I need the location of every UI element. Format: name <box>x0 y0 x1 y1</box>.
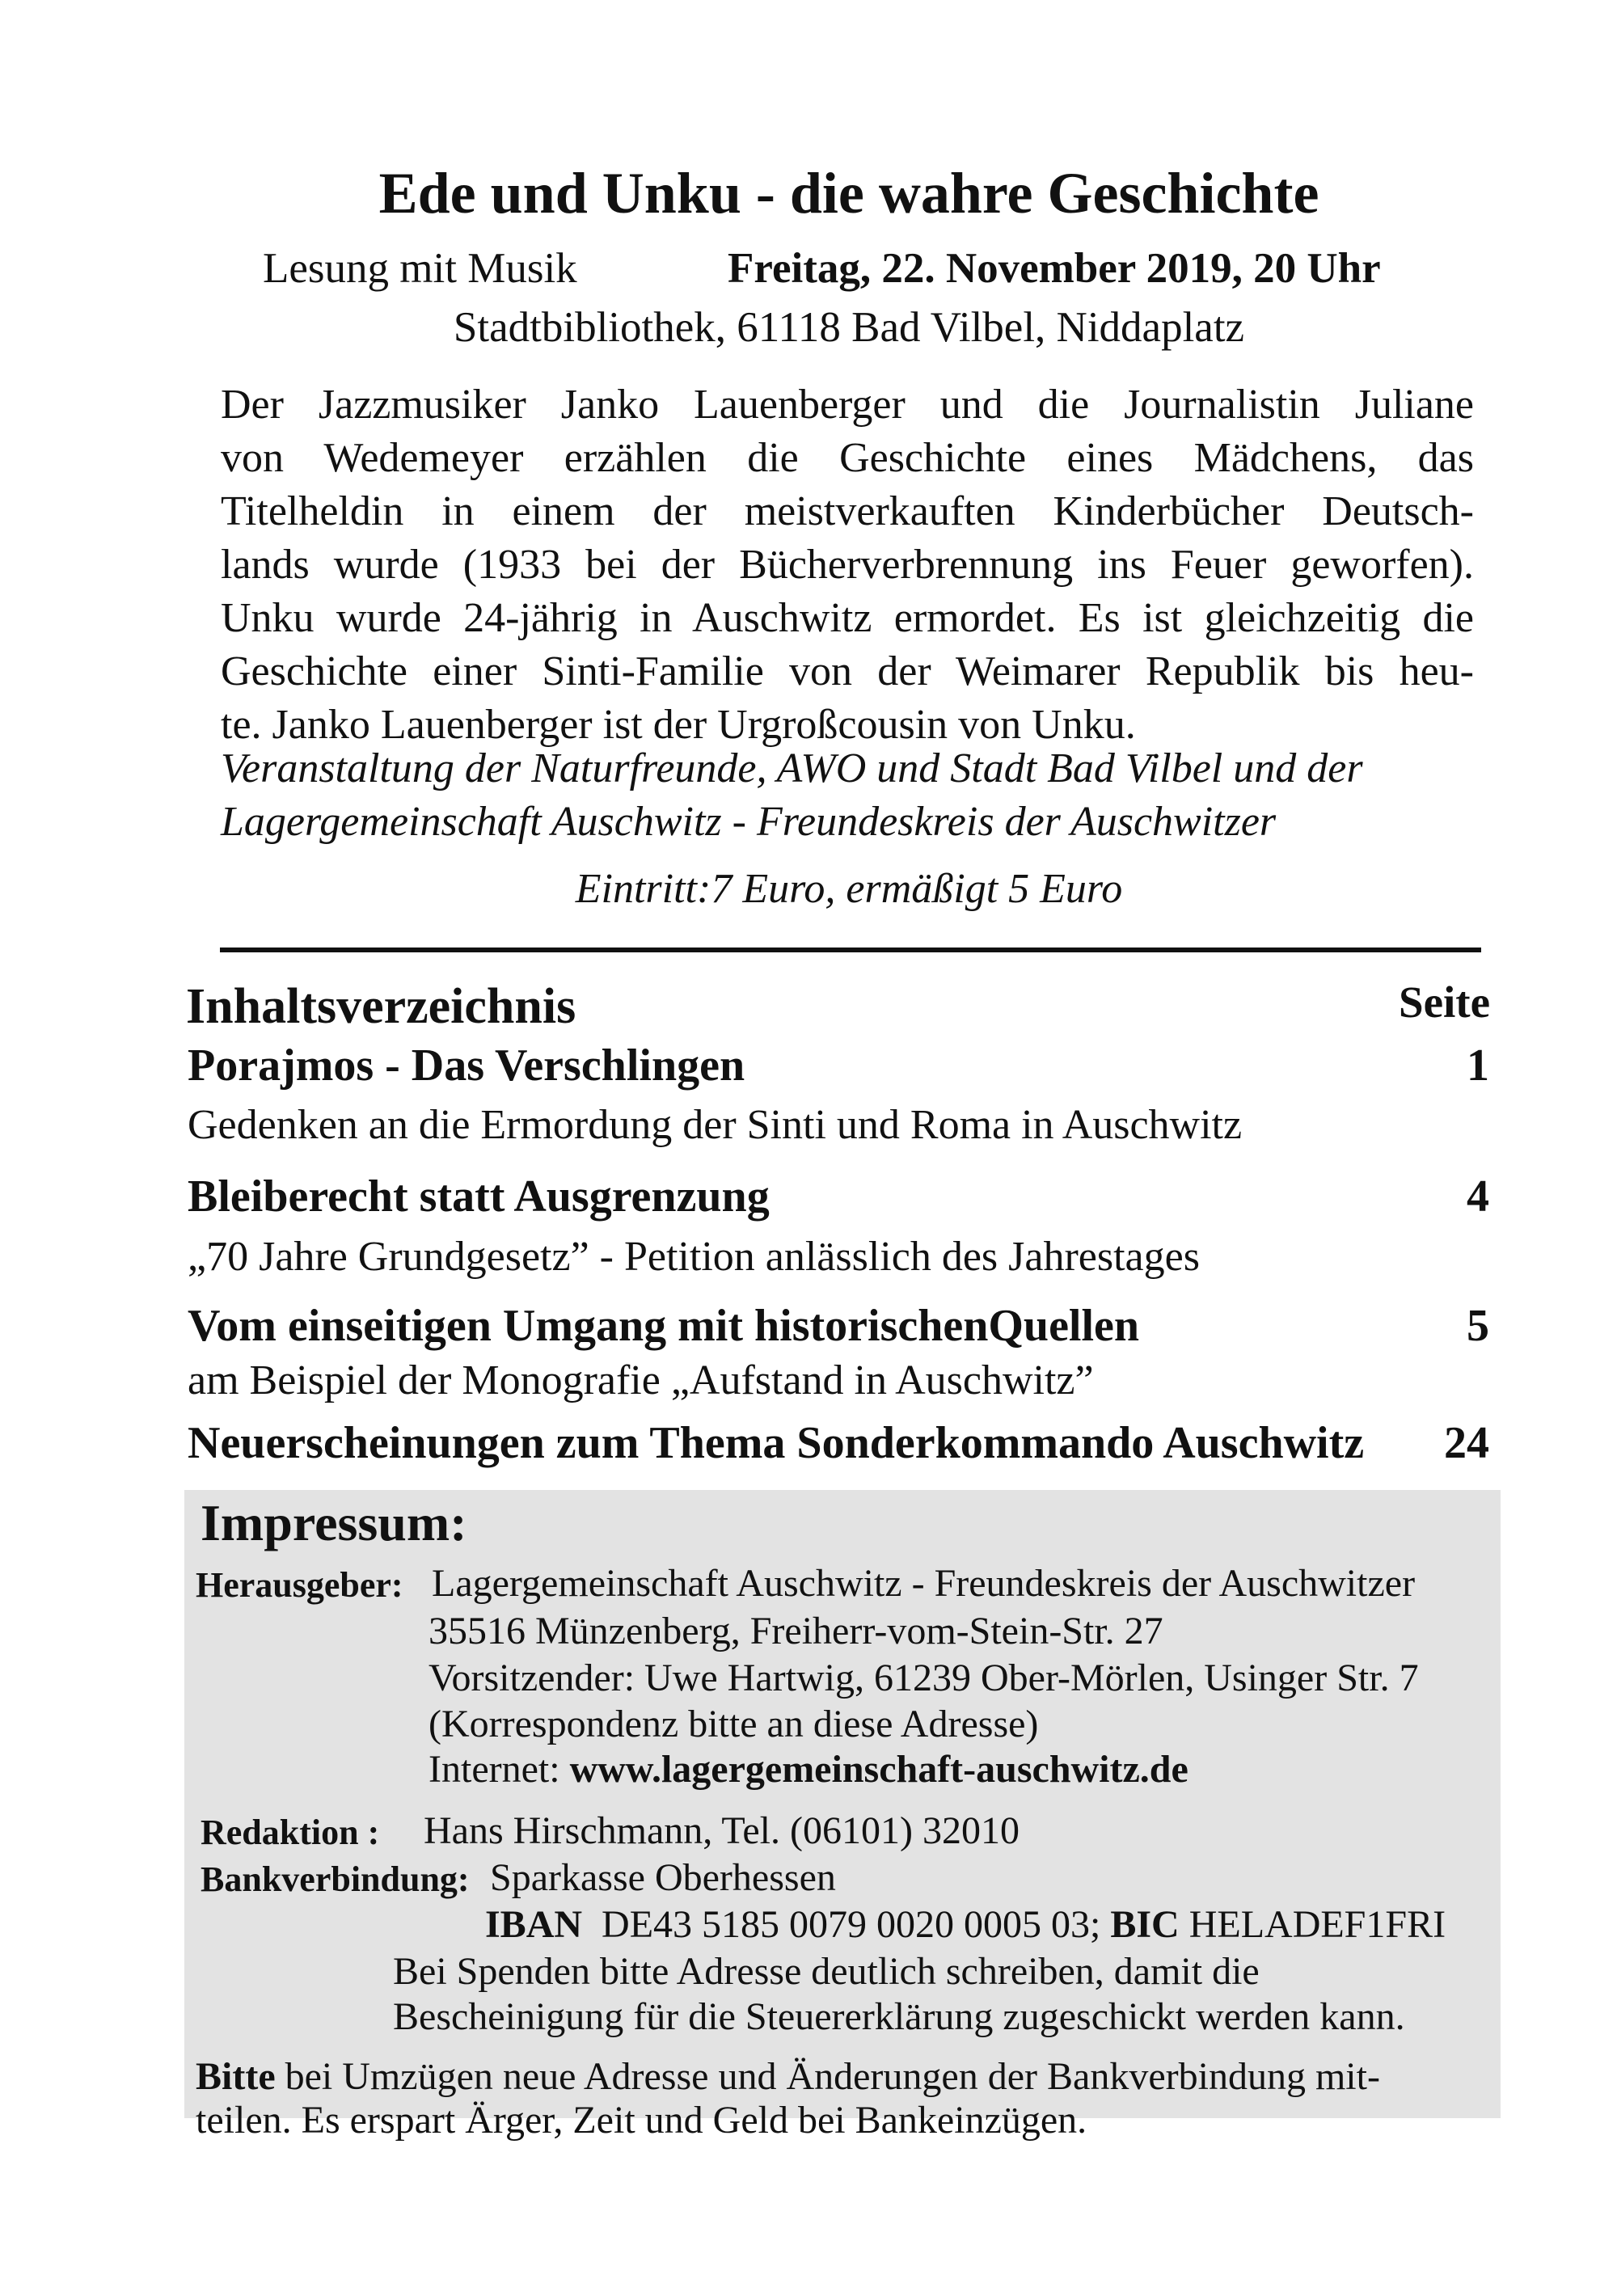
toc-entry-title: Bleiberecht statt Ausgrenzung <box>188 1171 770 1222</box>
editorial: Hans Hirschmann, Tel. (06101) 32010 <box>424 1809 1020 1852</box>
publisher-address: 35516 Münzenberg, Freiherr-vom-Stein-Str. 27 <box>429 1610 1163 1652</box>
description-line: lands wurde (1933 bei der Bücherverbrennung ins Feuer geworfen). <box>221 542 1474 588</box>
toc-entry-title: Vom einseitigen Umgang mit historischenQuellen <box>188 1301 1140 1351</box>
event-description <box>221 378 1474 752</box>
description-line: Der Jazzmusiker Janko Lauenberger und die Journalistin Juliane <box>221 382 1474 428</box>
description-line: Titelheldin in einem der meistverkauften Kinderbücher Deutsch- <box>221 488 1474 534</box>
notice-label: Bitte <box>196 2055 276 2098</box>
description-line: te. Janko Lauenberger ist der Urgroßcousin von Unku. <box>221 702 1136 748</box>
divider <box>220 948 1481 952</box>
description-line: von Wedemeyer erzählen die Geschichte eines Mädchens, das <box>221 435 1474 481</box>
editorial-label: Redaktion : <box>201 1813 380 1852</box>
impressum-heading: Impressum: <box>201 1494 467 1551</box>
bic-value: HELADEF1FRI <box>1188 1903 1446 1946</box>
organizer-line: Veranstaltung der Naturfreunde, AWO und Stadt Bad Vilbel und der <box>221 745 1363 791</box>
toc-entry-title: Porajmos - Das Verschlingen <box>188 1040 745 1091</box>
description-line: Geschichte einer Sinti-Familie von der Weimarer Republik bis heu- <box>221 648 1474 694</box>
publisher-label: Herausgeber: <box>196 1565 403 1605</box>
notice-line <box>196 2054 1380 2099</box>
description-line: Unku wurde 24-jährig in Auschwitz ermordet. Es ist gleichzeitig die <box>221 595 1474 641</box>
event-organizers <box>221 742 1474 849</box>
website-link[interactable]: www.lagergemeinschaft-auschwitz.de <box>569 1748 1188 1791</box>
bank-label: Bankverbindung: <box>201 1859 470 1899</box>
iban-label: IBAN <box>485 1903 583 1946</box>
toc-entry-subtitle: „70 Jahre Grundgesetz” - Petition anlässlich des Jahrestages <box>188 1234 1200 1280</box>
toc-entry-subtitle: Gedenken an die Ermordung der Sinti und Roma in Auschwitz <box>188 1102 1243 1148</box>
event-type: Lesung mit Musik <box>263 245 577 292</box>
toc-entry-subtitle: am Beispiel der Monografie „Aufstand in Auschwitz” <box>188 1357 1094 1403</box>
toc-page-heading: Seite <box>1399 977 1491 1027</box>
event-date: Freitag, 22. November 2019, 20 Uhr <box>728 245 1381 292</box>
bic-label: BIC <box>1110 1903 1180 1946</box>
bank-name: Sparkasse Oberhessen <box>490 1856 836 1899</box>
toc-entry-page: 4 <box>1467 1171 1489 1222</box>
toc-entry-title: Neuerscheinungen zum Thema Sonderkommando Auschwitz <box>188 1418 1365 1468</box>
organizer-line: Lagergemeinschaft Auschwitz - Freundeskreis der Auschwitzer <box>221 799 1277 845</box>
event-admission: Eintritt:7 Euro, ermäßigt 5 Euro <box>575 866 1123 912</box>
publisher-name: Lagergemeinschaft Auschwitz - Freundeskreis der Auschwitzer <box>432 1562 1416 1605</box>
iban-value: DE43 5185 0079 0020 0005 03; <box>602 1903 1111 1946</box>
iban-line <box>485 1902 1446 1947</box>
toc-entry-page: 24 <box>1444 1418 1489 1468</box>
notice-line: teilen. Es erspart Ärger, Zeit und Geld bei Bankeinzügen. <box>196 2099 1087 2142</box>
event-title: Ede und Unku - die wahre Geschichte <box>378 161 1319 226</box>
internet-label: Internet: <box>429 1748 570 1791</box>
notice-text: bei Umzügen neue Adresse und Änderungen der Bankverbindung mit- <box>275 2055 1380 2098</box>
toc-entry-page: 1 <box>1467 1040 1489 1091</box>
donation-note-line: Bescheinigung für die Steuererklärung zugeschickt werden kann. <box>393 1995 1405 2038</box>
event-venue: Stadtbibliothek, 61118 Bad Vilbel, Niddaplatz <box>453 304 1245 351</box>
correspondence-note: (Korrespondenz bitte an diese Adresse) <box>429 1703 1039 1745</box>
toc-heading: Inhaltsverzeichnis <box>186 979 576 1034</box>
donation-note-line: Bei Spenden bitte Adresse deutlich schreiben, damit die <box>393 1950 1260 1993</box>
chair: Vorsitzender: Uwe Hartwig, 61239 Ober-Mörlen, Usinger Str. 7 <box>429 1657 1419 1699</box>
internet-line <box>429 1747 1188 1792</box>
impressum-box <box>184 1490 1501 2142</box>
toc-entry-page: 5 <box>1467 1301 1489 1351</box>
event-subline <box>263 244 1381 293</box>
